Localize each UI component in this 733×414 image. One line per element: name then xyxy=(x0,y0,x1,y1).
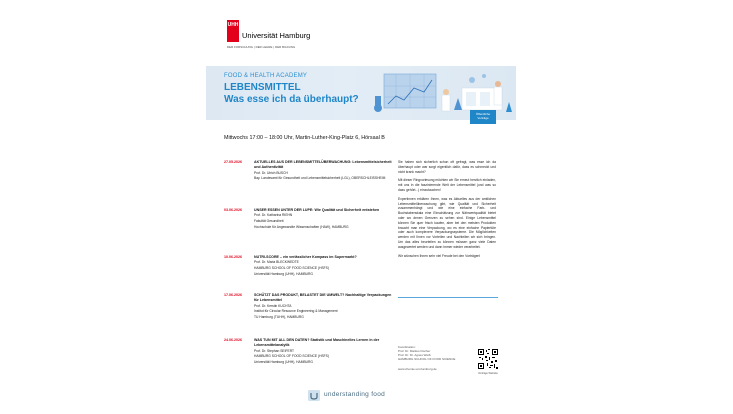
lecture-speaker: Prof. Dr. Stephan SEIFERT xyxy=(254,348,295,353)
lecture-date: 03.06.2026 xyxy=(224,208,242,212)
intro-paragraph: Expertinnen erklären Ihnen, was es Aktuelles aus der amtlichen Lebensmittelüberwachung gibt, wie Qualität und Sicherheit zusammenhängt und wie eine einfache Farb- und Buchstabenskala eine Einschätzung zur Nährwertqualität bietet oder wo denen Grenzen zu sehen sind. Einige Lebensmittel können Sie quer frisch kaufen, aber bei den meisten Produkten braucht man eine Verpackung, wo es eine einfache Papiertüte oder auch komplexere Verpackungssysteme. Die Möglichkeiten werden mit Ihnen vor Vorteilen und Nachteilen wir sich bringen. Um das alles beurteilen zu können müssen ganz viele Daten ausgewertet werden und dann immer wieder verarbeitet. xyxy=(398,196,496,249)
lecture-affiliation: Bay. Landesamt für Gesundheit und Lebensmittelsicherheit (LGL), OBERSCHLEISSHEIM xyxy=(254,176,386,181)
lecture-affiliation: Universität Hamburg (UHH), HAMBURG xyxy=(254,360,313,364)
lecture-title: UNSER ESSEN UNTER DER LUPE: Wie Qualität und Sicherheit entstehen xyxy=(254,208,380,212)
contact-label: Koordination: xyxy=(398,345,416,349)
schedule-line: Mittwochs 17:00 – 18:00 Uhr, Martin-Luther-King-Platz 6, Hörsaal B xyxy=(224,135,385,141)
university-logo xyxy=(227,20,367,50)
intro-paragraph: Mit dieser Ringvorlesung möchten wir Sie erneut herzlich einladen, mit uns in die faszinierende Welt der Lebensmittel (und was so dazu gehört...) einzutauchen! xyxy=(398,178,496,192)
lecture-date: 17.06.2026 xyxy=(224,293,242,297)
lecture-title: SCHÜTZT DAS PRODUKT, BELASTET DIE UMWELT? Nachhaltige Verpackungen für Lebensmittel xyxy=(254,293,392,303)
contact-line: Prof. Dr. Markus Fischer xyxy=(398,349,431,353)
lecture-title: NUTRI-SCORE – ein verlässlicher Kompass im Supermarkt? xyxy=(254,255,357,259)
lecture-speaker: Prof. Dr. Maria BLECKWEDTE xyxy=(254,260,299,265)
lecture-date: 24.06.2026 xyxy=(224,338,242,342)
uhh-logo-mark: UHH xyxy=(227,20,239,42)
public-lectures-badge: Öffentliche Vorträge xyxy=(470,110,496,124)
qr-caption: Vorträge Website xyxy=(478,372,498,375)
lecture-speaker: Prof. Dr. Katharina RIEHN xyxy=(254,213,293,218)
contact-line: HAMBURG SCHOOL OF FOOD SCIENCE xyxy=(398,357,456,361)
lecture-affiliation: TU Hamburg (TUHH), HAMBURG xyxy=(254,315,304,319)
lecture-affiliation: Fakultät Gesundheit xyxy=(254,219,284,223)
intro-column xyxy=(398,160,496,262)
intro-paragraph: Wir wünschen Ihnen sehr viel Freude bei den Vorträgen! xyxy=(398,253,481,258)
divider xyxy=(398,297,498,298)
lecture-title: AKTUELLES AUS DER LEBENSMITTELÜBERWACHUNG: Lebensmittelsicherheit und Authentizität xyxy=(254,160,392,170)
website-link[interactable]: www.chemie.uni-hamburg.de xyxy=(398,367,437,371)
intro-paragraph: Sie haben sich sicherlich schon oft gefragt, was esse ich da überhaupt oder war sorgt eigentlich dafür, dass es schmeckt und nicht krank macht? xyxy=(398,160,496,174)
contact-block xyxy=(398,345,478,371)
lecture-affiliation: Institut für Circular Resource Engineering & Management xyxy=(254,309,338,314)
lecture-date: 10.06.2026 xyxy=(224,255,242,259)
footer-text: understanding food xyxy=(324,391,386,398)
lecture-affiliation: Universität Hamburg (UHH), HAMBURG xyxy=(254,271,313,276)
lecture-title: WAS TUN MIT ALL DEN DATEN? Statistik und Maschinelles Lernen in der Lebensmittelanalytik xyxy=(254,338,380,348)
banner-title: LEBENSMITTEL xyxy=(224,82,301,93)
lecture-speaker: Prof. Dr. Kerstin KUCHTA xyxy=(254,303,292,308)
qr-code-icon[interactable] xyxy=(478,349,498,369)
footer-brand xyxy=(308,390,428,402)
understanding-food-logo-icon xyxy=(308,390,320,401)
lecture-date: 27.05.2026 xyxy=(224,160,242,164)
university-tagline: DER FORSCHUNG | DER LEHRE | DER BILDUNG xyxy=(227,45,296,49)
contact-line: Prof. Dr. Dr. Agnes Weiß xyxy=(398,353,431,357)
lecture-affiliation: HAMBURG SCHOOL OF FOOD SCIENCE (HSFS) xyxy=(254,266,329,270)
lecture-affiliation: Hochschule für Angewandte Wissenschaften (HAW), HAMBURG xyxy=(254,224,349,229)
flyer-page xyxy=(198,0,534,414)
lecture-speaker: Prof. Dr. Ulrich BUSCH xyxy=(254,170,288,175)
academy-label: FOOD & HEALTH ACADEMY xyxy=(224,73,308,79)
lecture-affiliation: HAMBURG SCHOOL OF FOOD SCIENCE (HSFS) xyxy=(254,354,329,359)
university-name: Universität Hamburg xyxy=(242,31,311,40)
banner-subtitle: Was esse ich da überhaupt? xyxy=(224,94,359,105)
